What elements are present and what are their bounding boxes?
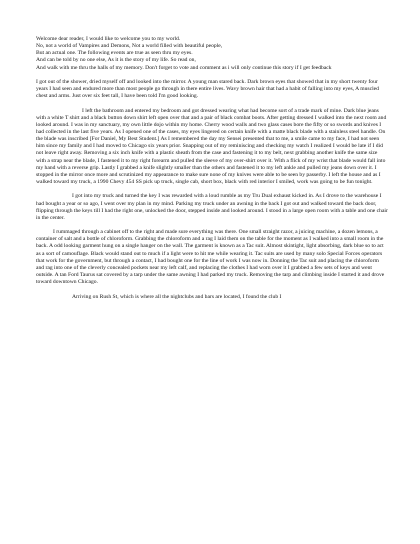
paragraph-gap <box>36 286 388 293</box>
paragraph-gap <box>36 186 388 193</box>
intro-line: And can be told by no one else, As it is the story of my life. So read on, <box>36 57 196 64</box>
intro-line: And walk with me thru the halls of my memory. Don't forget to vote and comment as i will only continue this story if I get feedback <box>36 64 332 71</box>
intro-line: No, not a world of Vampires and Demons, Not a world filled with beautiful people, <box>36 43 223 50</box>
paragraph-gap <box>36 72 388 79</box>
body-paragraph: I left the bathroom and entered my bedroom and got dressed wearing what had become sort of a trade mark of mine. Dark blue jeans with a white T shirt and a black button down shirt left open over that and a pair of black combat boots. After getting dressed I walked into the next room and looked around. I was in my sanctuary, my own little dojo within my home. Cherry wood walls and two glass cases bore the fifty or so swords and knives I had collected in the last five years. As I opened one of the cases, my eyes lingered on certain knife with a matte black blade with a stainless steel handle. On the blade was inscribed [For Daniel, My Best Student.] As I remembered the day my Sensei presented that to me, a smile came to my face, I had not seen him since my family and I had moved to Chicago six years prior. Snapping out of my reminiscing and checking my watch I realized I would be late if I did not leave right away. Removing a six inch knife with a plastic sheath from the case and fastening it to my belt, next grabbing another knife the same size with a strap near the blade, I fastened it to my right forearm and pulled the sleeve of my over-shirt over it. With a flick of my wrist that blade would fall into my hand with a reverse grip. Lastly I grabbed a knife slightly smaller than the others and fastened it to my left ankle and pulled my jeans down over it. I stopped in the mirror once more and scrutinized my appearance to make sure none of my knives were able to be seen by passerby. I left the house and as I walked toward my truck, a 1990 Chevy 454 SS pick up truck, single cab, short box, black with red interior I smiled, work was going to be fun tonight. <box>36 107 387 186</box>
body-paragraph: I got out of the shower, dried myself off and looked into the mirror. A young man stared back. Dark brown eyes that showed that in my short twenty four years I had seen and endured more than most people go through in there entire lives. Wavy brown hair that had a habit of falling into my eyes, A muscled chest and arms. Just over six feet tall, I have been told I'm good looking. <box>36 78 379 100</box>
body-paragraph: I rummaged through a cabinet off to the right and made sure everything was there. One small straight razor, a juicing machine, a dozen lemons, a container of salt and a bottle of chloroform. Grabbing the chloroform and a rag I laid them on the table for the moment as I walked into a small room in the back. A odd looking garment hung on a single hanger on the wall. The garment is known as a Tac suit. Almost skintight, light absorbing, dark blue so to act as a sort of camouflage. Black would stand out to much if a light were to hit me while wearing it. Tac suits are used by many solo Special Forces operators that work for the government, but through a contact, I had bought one for the line of work I was now in. Donning the Tac suit and placing the chloroform and rag into one of the cleverly concealed pockets near my left calf, and replacing the clothes I had worn over it I grabbed a few sets of keys and went outside. A tan Ford Taurus sat covered by a tarp under the same awning I had parked my truck. Removing the tarp and climbing inside I started it and drove toward downtown Chicago. <box>36 229 385 286</box>
intro-line: Welcome dear reader, I would like to welcome you to my world. <box>36 36 181 42</box>
document-page <box>36 36 388 301</box>
body-paragraph: Arriving on Rush St, which is where all the nightclubs and bars are located, I found the club I <box>72 293 282 300</box>
intro-line: But an actual one. The following events are true as seen thru my eyes. <box>36 50 193 57</box>
paragraph-gap <box>36 100 388 107</box>
body-paragraph: I got into my truck and turned the key I was rewarded with a loud rumble as my Tru Dual exhaust kicked in. As I drove to the warehouse I had bought a year or so ago, I went over my plan in my mind. Parking my truck under an awning in the back I got out and walked toward the back door, flipping through the keys till I had the right one, unlocked the door, stepped inside and looked around. I stood in a large open room with a table and one chair in the center. <box>36 193 388 221</box>
